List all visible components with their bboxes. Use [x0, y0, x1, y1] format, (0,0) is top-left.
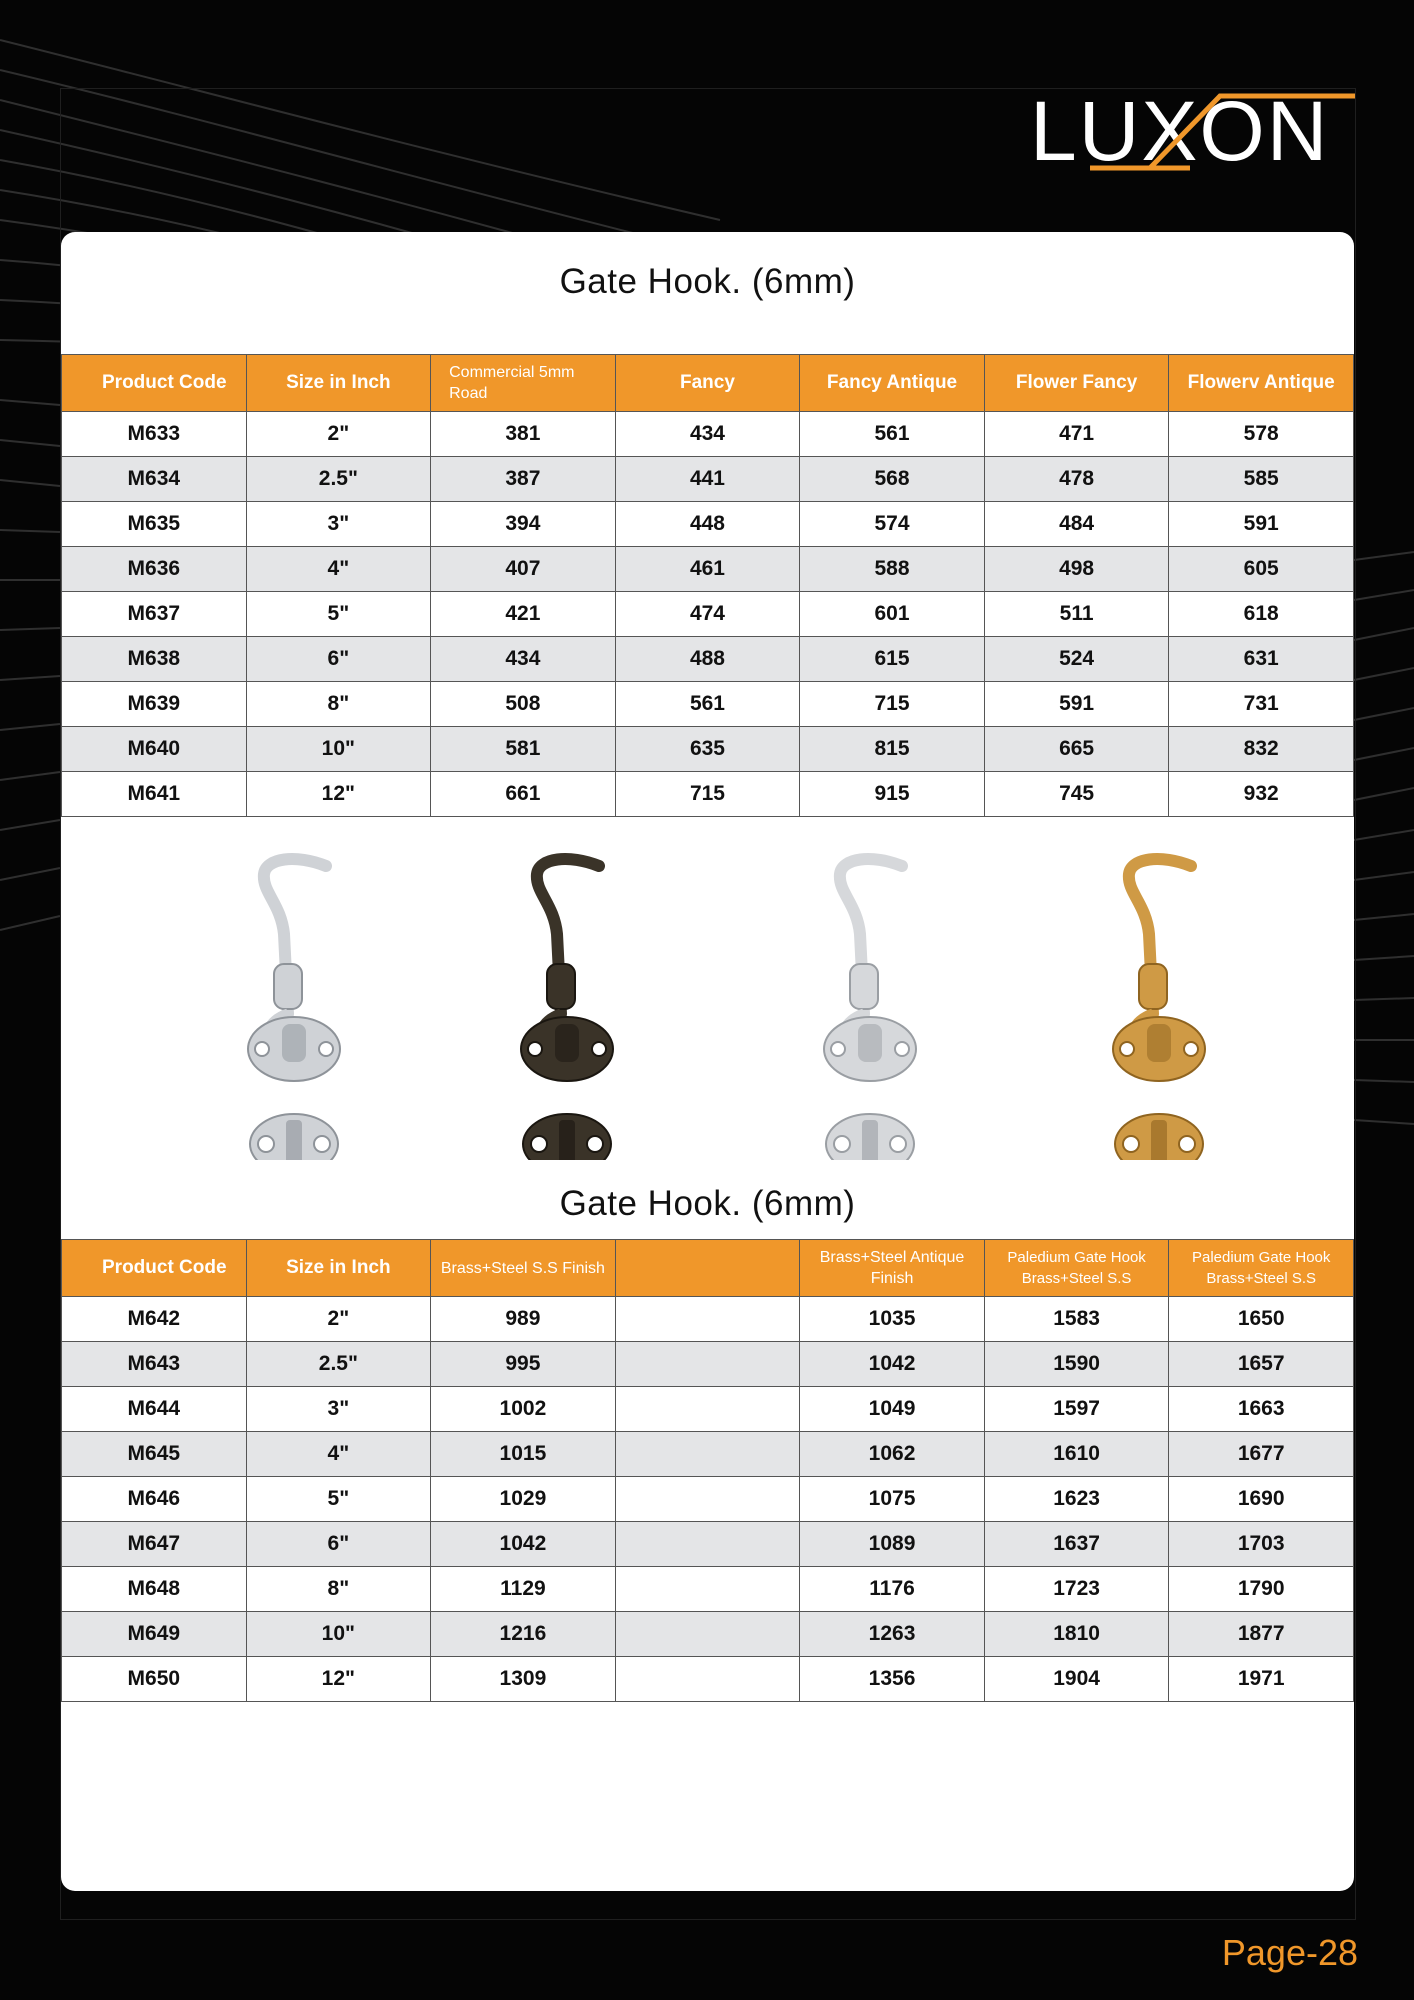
table-row — [62, 592, 1354, 637]
price-cell: 2.5" — [246, 1342, 431, 1387]
price-cell: 8" — [246, 1567, 431, 1612]
table-header-row — [62, 355, 1354, 412]
price-cell — [615, 1477, 800, 1522]
price-cell: 588 — [800, 547, 985, 592]
product-code-cell: M650 — [62, 1657, 247, 1702]
price-cell: 1663 — [1169, 1387, 1354, 1432]
price-cell: 478 — [984, 457, 1169, 502]
col-header: Brass+Steel Antique Finish — [800, 1240, 985, 1297]
price-cell: 387 — [431, 457, 616, 502]
col-header: Paledium Gate Hook Brass+Steel S.S — [984, 1240, 1169, 1297]
table-row — [62, 682, 1354, 727]
table-row — [62, 547, 1354, 592]
price-cell: 1790 — [1169, 1567, 1354, 1612]
price-cell: 574 — [800, 502, 985, 547]
product-code-cell: M649 — [62, 1612, 247, 1657]
price-cell: 581 — [431, 727, 616, 772]
antique-hook-icon — [499, 844, 639, 1174]
table-row — [62, 412, 1354, 457]
price-cell: 995 — [431, 1342, 616, 1387]
col-header: Product Code — [62, 1240, 247, 1297]
price-cell: 578 — [1169, 412, 1354, 457]
price-cell: 1356 — [800, 1657, 985, 1702]
product-code-cell: M638 — [62, 637, 247, 682]
price-cell: 1590 — [984, 1342, 1169, 1387]
price-cell: 715 — [800, 682, 985, 727]
price-cell — [615, 1522, 800, 1567]
price-cell: 1309 — [431, 1657, 616, 1702]
price-cell: 508 — [431, 682, 616, 727]
price-cell: 2.5" — [246, 457, 431, 502]
price-cell: 1216 — [431, 1612, 616, 1657]
price-cell: 745 — [984, 772, 1169, 817]
price-table-2 — [61, 1239, 1354, 1702]
price-cell: 1677 — [1169, 1432, 1354, 1477]
product-code-cell: M642 — [62, 1297, 247, 1342]
price-cell: 1650 — [1169, 1297, 1354, 1342]
product-code-cell: M645 — [62, 1432, 247, 1477]
price-cell: 484 — [984, 502, 1169, 547]
price-cell: 1971 — [1169, 1657, 1354, 1702]
price-cell: 561 — [615, 682, 800, 727]
price-cell: 381 — [431, 412, 616, 457]
price-cell: 605 — [1169, 547, 1354, 592]
price-cell: 12" — [246, 772, 431, 817]
price-cell: 1049 — [800, 1387, 985, 1432]
price-cell — [615, 1657, 800, 1702]
product-code-cell: M646 — [62, 1477, 247, 1522]
product-code-cell: M636 — [62, 547, 247, 592]
price-cell — [615, 1612, 800, 1657]
brand-logo — [1030, 86, 1358, 176]
price-cell: 1723 — [984, 1567, 1169, 1612]
price-cell: 1129 — [431, 1567, 616, 1612]
price-cell: 488 — [615, 637, 800, 682]
price-cell: 5" — [246, 1477, 431, 1522]
price-cell: 1657 — [1169, 1342, 1354, 1387]
col-header — [615, 1240, 800, 1297]
product-code-cell: M644 — [62, 1387, 247, 1432]
price-cell: 585 — [1169, 457, 1354, 502]
table-row — [62, 1522, 1354, 1567]
price-cell: 1583 — [984, 1297, 1169, 1342]
price-cell: 1637 — [984, 1522, 1169, 1567]
table-row — [62, 457, 1354, 502]
table-row — [62, 772, 1354, 817]
price-cell: 915 — [800, 772, 985, 817]
table-row — [62, 1432, 1354, 1477]
price-cell: 1015 — [431, 1432, 616, 1477]
price-cell: 1176 — [800, 1567, 985, 1612]
price-cell: 591 — [984, 682, 1169, 727]
table-body — [62, 412, 1354, 817]
price-cell: 3" — [246, 502, 431, 547]
product-code-cell: M648 — [62, 1567, 247, 1612]
price-cell — [615, 1387, 800, 1432]
price-cell: 1075 — [800, 1477, 985, 1522]
price-cell: 434 — [431, 637, 616, 682]
price-cell: 1690 — [1169, 1477, 1354, 1522]
price-cell: 441 — [615, 457, 800, 502]
price-cell: 1042 — [800, 1342, 985, 1387]
table-row — [62, 727, 1354, 772]
price-cell: 6" — [246, 637, 431, 682]
product-code-cell: M641 — [62, 772, 247, 817]
price-cell: 1002 — [431, 1387, 616, 1432]
price-cell: 1810 — [984, 1612, 1169, 1657]
price-cell: 1610 — [984, 1432, 1169, 1477]
brand-logo-text: LUXON — [1030, 84, 1330, 178]
col-header: Size in Inch — [246, 1240, 431, 1297]
price-cell: 615 — [800, 637, 985, 682]
price-cell: 4" — [246, 547, 431, 592]
product-code-cell: M640 — [62, 727, 247, 772]
page-number: Page-28 — [1221, 1932, 1358, 1973]
price-cell: 661 — [431, 772, 616, 817]
price-cell: 511 — [984, 592, 1169, 637]
price-cell: 471 — [984, 412, 1169, 457]
price-cell: 1042 — [431, 1522, 616, 1567]
price-cell: 10" — [246, 727, 431, 772]
price-cell: 407 — [431, 547, 616, 592]
col-header: Fancy — [615, 355, 800, 412]
price-cell: 12" — [246, 1657, 431, 1702]
table-body — [62, 1297, 1354, 1702]
product-code-cell: M639 — [62, 682, 247, 727]
table-row — [62, 502, 1354, 547]
col-header: Flower Fancy — [984, 355, 1169, 412]
price-cell: 1035 — [800, 1297, 985, 1342]
price-cell: 731 — [1169, 682, 1354, 727]
product-code-cell: M633 — [62, 412, 247, 457]
price-cell: 448 — [615, 502, 800, 547]
price-cell: 815 — [800, 727, 985, 772]
product-code-cell: M635 — [62, 502, 247, 547]
product-photos — [61, 844, 1354, 1174]
chrome-hook-icon — [226, 844, 366, 1174]
table-row — [62, 1657, 1354, 1702]
price-cell: 989 — [431, 1297, 616, 1342]
brand-logo-accent-mark — [1030, 86, 1358, 176]
col-header: Brass+Steel S.S Finish — [431, 1240, 616, 1297]
table-row — [62, 1387, 1354, 1432]
product-code-cell: M643 — [62, 1342, 247, 1387]
price-cell: 421 — [431, 592, 616, 637]
price-cell: 461 — [615, 547, 800, 592]
price-cell: 1703 — [1169, 1522, 1354, 1567]
price-cell: 715 — [615, 772, 800, 817]
price-cell: 2" — [246, 1297, 431, 1342]
price-cell: 524 — [984, 637, 1169, 682]
silver-hook-icon — [802, 844, 942, 1174]
section-1-title: Gate Hook. (6mm) — [559, 262, 856, 301]
col-header: Fancy Antique — [800, 355, 985, 412]
price-cell: 1089 — [800, 1522, 985, 1567]
table-row — [62, 1342, 1354, 1387]
price-cell: 601 — [800, 592, 985, 637]
price-cell: 2" — [246, 412, 431, 457]
table-row — [62, 1567, 1354, 1612]
price-cell: 1263 — [800, 1612, 985, 1657]
price-cell: 631 — [1169, 637, 1354, 682]
price-cell: 561 — [800, 412, 985, 457]
price-cell — [615, 1567, 800, 1612]
price-cell — [615, 1297, 800, 1342]
price-cell: 474 — [615, 592, 800, 637]
price-cell: 498 — [984, 547, 1169, 592]
price-cell: 10" — [246, 1612, 431, 1657]
price-cell: 1623 — [984, 1477, 1169, 1522]
price-list-card — [61, 232, 1354, 1891]
price-cell: 932 — [1169, 772, 1354, 817]
price-cell: 635 — [615, 727, 800, 772]
table-row — [62, 1477, 1354, 1522]
section-2-title: Gate Hook. (6mm) — [559, 1184, 856, 1223]
col-header: Paledium Gate Hook Brass+Steel S.S — [1169, 1240, 1354, 1297]
price-cell: 568 — [800, 457, 985, 502]
price-cell: 6" — [246, 1522, 431, 1567]
price-table-1 — [61, 354, 1354, 817]
price-cell: 832 — [1169, 727, 1354, 772]
col-header: Commercial 5mm Road — [431, 355, 616, 412]
price-cell: 1597 — [984, 1387, 1169, 1432]
product-code-cell: M634 — [62, 457, 247, 502]
product-code-cell: M647 — [62, 1522, 247, 1567]
price-cell: 618 — [1169, 592, 1354, 637]
price-cell: 591 — [1169, 502, 1354, 547]
gold-hook-icon — [1091, 844, 1231, 1174]
product-code-cell: M637 — [62, 592, 247, 637]
price-cell: 1062 — [800, 1432, 985, 1477]
price-cell: 3" — [246, 1387, 431, 1432]
col-header: Flowerv Antique — [1169, 355, 1354, 412]
price-cell: 1877 — [1169, 1612, 1354, 1657]
price-cell: 8" — [246, 682, 431, 727]
price-cell: 394 — [431, 502, 616, 547]
price-cell: 5" — [246, 592, 431, 637]
table-row — [62, 1612, 1354, 1657]
price-cell: 1904 — [984, 1657, 1169, 1702]
price-cell: 4" — [246, 1432, 431, 1477]
col-header: Size in Inch — [246, 355, 431, 412]
price-cell — [615, 1432, 800, 1477]
price-cell: 1029 — [431, 1477, 616, 1522]
table-row — [62, 637, 1354, 682]
table-row — [62, 1297, 1354, 1342]
price-cell: 665 — [984, 727, 1169, 772]
table-header-row — [62, 1240, 1354, 1297]
col-header: Product Code — [62, 355, 247, 412]
price-cell — [615, 1342, 800, 1387]
price-cell: 434 — [615, 412, 800, 457]
